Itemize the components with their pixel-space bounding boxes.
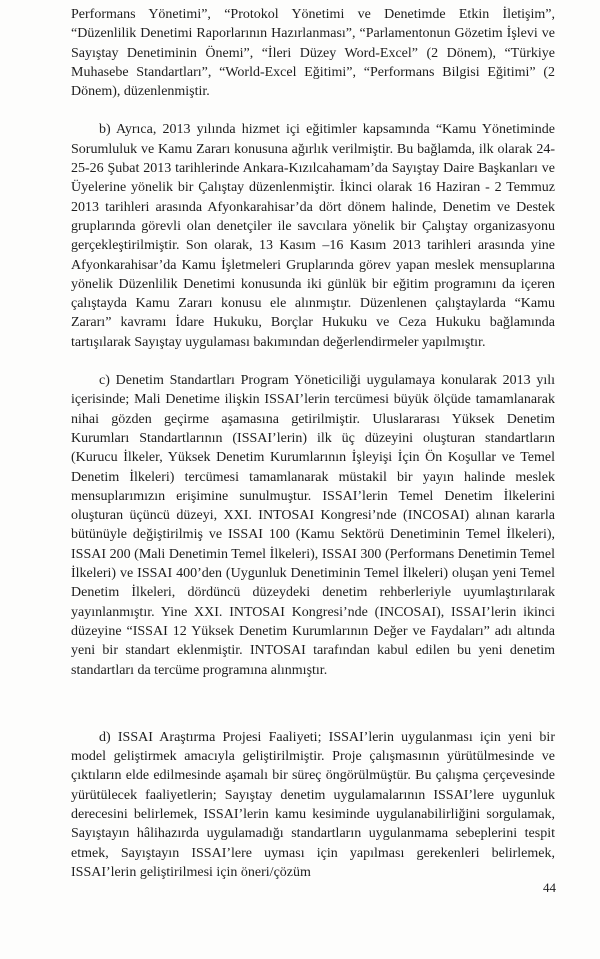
page-body: [71, 5, 555, 882]
paragraph-continuation: Performans Yönetimi”, “Protokol Yönetimi ve Denetimde Etkin İletişim”, “Düzenlilik Denetimi Raporlarının Hazırlanması”, “Parlamentonun Gözetim İşlevi ve Sayıştay Denetiminin Önemi”, “İleri Düzey Word-Excel” (2 Dönem), “Türkiye Muhasebe Standartları”, “World-Excel Eğitimi”, “Performans Bilgisi Eğitimi” (2 Dönem), düzenlenmiştir.: [71, 7, 555, 100]
paragraph-item-b: b) Ayrıca, 2013 yılında hizmet içi eğitimler kapsamında “Kamu Yönetiminde Sorumluluk ve Kamu Zararı konusuna ağırlık verilmiştir. Bu bağlamda, ilk olarak 24-25-26 Şubat 2013 tarihlerinde Ankara-Kızılcahamam’da Sayıştay Daire Başkanları ve Üyelerine yönelik bir Çalıştay düzenlenmiştir. İkinci olarak 16 Haziran - 2 Temmuz 2013 tarihleri arasında Afyonkarahisar’da dört dönem halinde, Denetim ve Destek gruplarında görevli olan denetçiler ile savcılara yönelik bir Çalıştay organizasyonu gerçekleştirilmiştir. Son olarak, 13 Kasım –16 Kasım 2013 tarihleri arasında yine Afyonkarahisar’da Kamu İşletmeleri Gruplarında görev yapan meslek mensuplarına yönelik Düzenlilik Denetimi konusunda iki günlük bir eğitim programını da içeren çalıştayda Kamu Zararı konusu ele alınmıştır. Düzenlenen çalıştaylarda “Kamu Zararı” kavramı İdare Hukuku, Borçlar Hukuku ve Ceza Hukuku bağlamında tartışılarak Sayıştay uygulaması bakımından değerlendirmeler yapılmıştır.: [71, 122, 555, 350]
page-number: 44: [543, 880, 556, 895]
paragraph-item-d: d) ISSAI Araştırma Projesi Faaliyeti; ISSAI’lerin uygulanması için yeni bir model geliştirmek amacıyla geliştirilmiştir. Proje çalışmasının yürütülmesinde ve çıktıların elde edilmesinde aşamalı bir süreç öngörülmüştür. Bu çalışma çerçevesinde yürütülecek faaliyetlerin; Sayıştay denetim uygulamalarının ISSAI’lere uygunluk derecesini belirlemek, ISSAI’lerin kamu kesiminde uygulanabilirliğini sorgulamak, Sayıştayın hâlihazırda uygulamadığı standartların uygulanmama sebeplerini tespit etmek, Sayıştayın ISSAI’lere uyması için yapılması gerekenleri belirlemek, ISSAI’lerin geliştirilmesi için öneri/çözüm: [71, 729, 555, 880]
paragraph-item-c: c) Denetim Standartları Program Yöneticiliği uygulamaya konularak 2013 yılı içerisinde; Mali Denetime ilişkin ISSAI’lerin tercümesi büyük ölçüde tamamlanarak nihai gözden geçirme aşamasına getirilmiştir. Uluslararası Yüksek Denetim Kurumları Standartlarının (ISSAI’lerin) ilk üç düzeyini oluşturan standartların (Kurucu İlkeler, Yüksek Denetim Kurumlarının İşleyişi İçin Ön Koşullar ve Temel Denetim İlkeleri) tercümesi tamamlanarak müstakil bir yayın halinde meslek mensuplarımızın erişimine sunulmuştur. ISSAI’lerin Temel Denetim İlkelerini oluşturan üçüncü düzeyi, XXI. INTOSAI Kongresi’nde (INCOSAI) alınan kararla bütünüyle değiştirilmiş ve ISSAI 100 (Kamu Sektörü Denetiminin Temel İlkeleri), ISSAI 200 (Mali Denetimin Temel İlkeleri), ISSAI 300 (Performans Denetimin Temel İlkeleri) ve ISSAI 400’den (Uygunluk Denetiminin Temel İlkeleri) oluşan yeni Temel Denetim İlkeleri, dördüncü düzeydeki denetim rehberleriyle uyumlaştırılarak yayınlanmıştır. Yine XXI. INTOSAI Kongresi’nde (INCOSAI), ISSAI’lerin ikinci düzeyine “ISSAI 12 Yüksek Denetim Kurumlarının Değer ve Faydaları” adı altında yeni bir standart eklenmiştir. INTOSAI tarafından kabul edilen bu yeni denetim standartları da tercüme programına alınmıştır.: [71, 373, 555, 678]
